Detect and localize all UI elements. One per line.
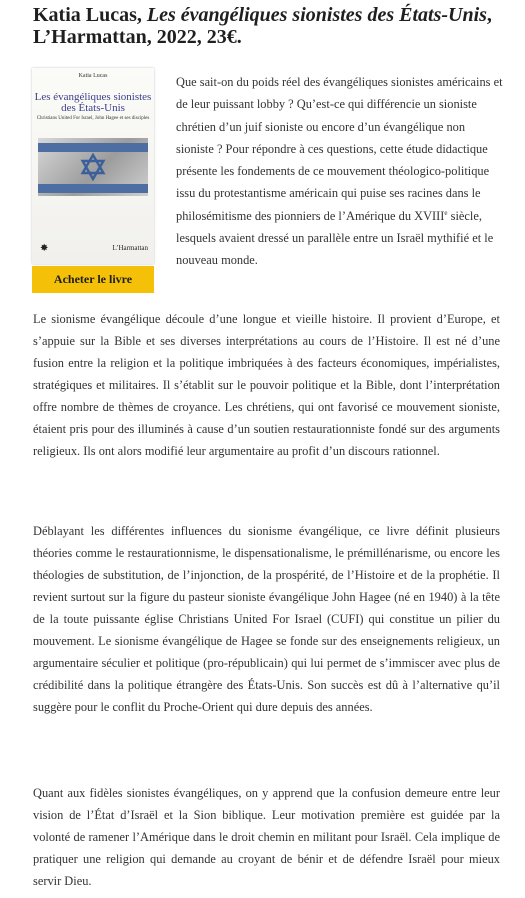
buy-book-button[interactable]: Acheter le livre bbox=[32, 266, 154, 293]
publisher-emblem-icon: ✸ bbox=[40, 243, 49, 254]
cover-title: Les évangéliques sionistes des États-Unis bbox=[34, 91, 152, 114]
intro-text-end: siècle, lesquels avaient dressé un parallèle entre un Israël mythifié et le nouveau monde. bbox=[176, 208, 494, 268]
body-paragraph: Déblayant les différentes influences du sionisme évangélique, ce livre définit plusieurs théories comme le restaurationnisme, le dispensationalisme, le prémillénarisme, ou encore les théologies de substitution, de l’injonction, de la prospérité, de l’Histoire et de la prophétie. Il revient surtout sur la figure du pasteur sioniste évangélique John Hagee (né en 1940) à la tête de la toute puissante église Christians United For Israel (CUFI) qui constitue un pilier du mouvement. Le sionisme évangélique de Hagee se fonde sur des enseignements religieux, un argumentaire séculier et politique (pro-républicain) qui lui permet de s’immiscer avec plus de crédibilité dans la politique étrangère des États-Unis. Son succès est dû à l’alternative qu’il suggère pour le conflit du Proche-Orient qui dure depuis des années. bbox=[33, 524, 500, 714]
title-publisher-price: , L’Harmattan, 2022, 23€. bbox=[33, 4, 492, 48]
flag-band-bottom bbox=[38, 184, 148, 193]
intro-text: Que sait-on du poids réel des évangéliques sionistes américains et de leur puissant lobby ? Qu’est-ce qui différencie un sioniste chrétien d’un juif sioniste ou encore d’un évangélique non sioniste ? Pour répondre à ces questions, cette étude didactique présente les fondements de ce mouvement théologico-politique issu du protestantisme américain qui puise ses racines dans le philosémitisme des pionniers de l’Amérique du XVIII bbox=[176, 75, 503, 223]
title-author: Katia Lucas, bbox=[33, 4, 147, 26]
book-cover[interactable] bbox=[32, 68, 154, 264]
cover-publisher: L’Harmattan bbox=[112, 244, 148, 252]
intro-paragraph bbox=[176, 71, 504, 272]
body-paragraph: Le sionisme évangélique découle d’une longue et vieille histoire. Il provient d’Europe, et s’appuie sur la Bible et ses diverses interprétations au cours de l’Histoire. Il est né d’une fusion entre la religion et la politique imbriquées à des facteurs économiques, impérialistes, stratégiques et militaires. Il s’établit sur le pouvoir politique et la Bible, dont l’interprétation offre nombre de thèmes de croyance. Les chrétiens, qui ont favorisé ce mouvement sioniste, étaient pris pour des illuminés à cause d’un soutien restaurationniste fondé sur des arguments religieux. Ils ont alors modifié leur argumentaire au profit d’un discours rationnel. bbox=[33, 312, 500, 458]
cover-subtitle: Christians United For Israel, John Hagee et ses disciples bbox=[36, 116, 150, 121]
star-of-david-icon bbox=[78, 152, 108, 182]
body-paragraph: Quant aux fidèles sionistes évangéliques, on y apprend que la confusion demeure entre leur vision de l’État d’Israël et la Sion biblique. Leur motivation première est guidée par la volonté de ramener l’Amérique dans le droit chemin en militant pour Israël. Cela implique de pratiquer une religion qui demande au croyant de bénir et de défendre Israël pour mieux servir Dieu. bbox=[33, 786, 500, 888]
israeli-flag-image bbox=[38, 138, 148, 196]
title-book: Les évangéliques sionistes des États-Unis bbox=[146, 4, 487, 26]
century-superscript: e bbox=[444, 208, 448, 217]
article-title bbox=[33, 4, 518, 48]
flag-band-top bbox=[38, 143, 148, 152]
cover-author: Katia Lucas bbox=[78, 73, 108, 79]
